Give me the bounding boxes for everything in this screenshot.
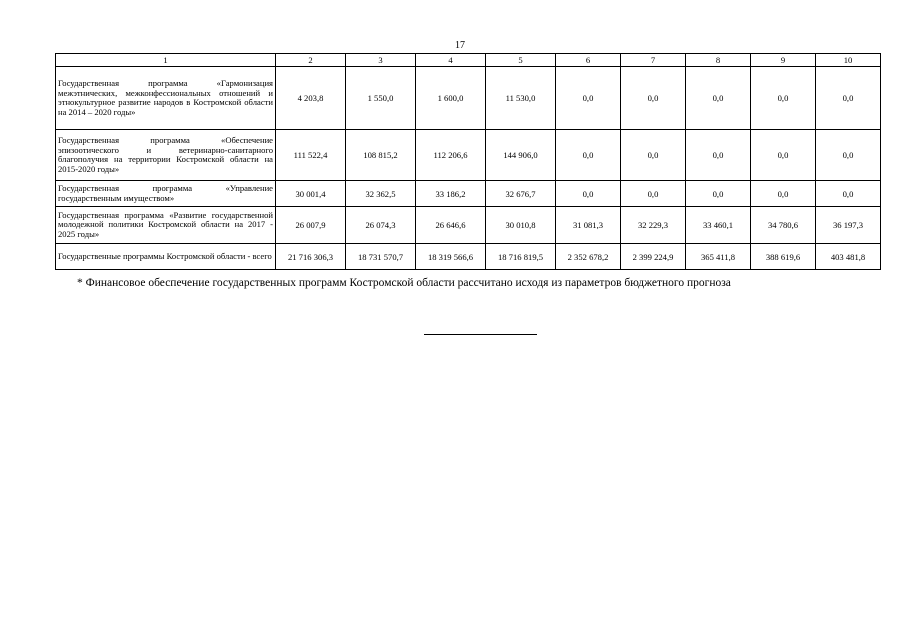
table-cell: 21 716 306,3 <box>276 244 346 270</box>
table-cell: 0,0 <box>751 67 816 130</box>
table-cell: 144 906,0 <box>486 130 556 181</box>
table-row-total <box>56 244 881 270</box>
table-cell: 0,0 <box>816 130 881 181</box>
column-header: 4 <box>416 54 486 67</box>
table-cell: 0,0 <box>751 130 816 181</box>
table-cell: 108 815,2 <box>346 130 416 181</box>
table-cell: 1 600,0 <box>416 67 486 130</box>
table-cell: 2 352 678,2 <box>556 244 621 270</box>
table-cell: 32 229,3 <box>621 207 686 244</box>
table-cell: 0,0 <box>816 181 881 207</box>
table-cell: 0,0 <box>621 130 686 181</box>
table-cell: 32 362,5 <box>346 181 416 207</box>
table-row <box>56 67 881 130</box>
column-header: 3 <box>346 54 416 67</box>
footnote: * Финансовое обеспечение государственных программ Костромской области рассчитано исходя из параметров бюджетного прогноза <box>77 277 731 289</box>
table-cell: 111 522,4 <box>276 130 346 181</box>
table-cell: 11 530,0 <box>486 67 556 130</box>
table-row <box>56 181 881 207</box>
table-cell: 18 716 819,5 <box>486 244 556 270</box>
table-cell: 32 676,7 <box>486 181 556 207</box>
column-header: 8 <box>686 54 751 67</box>
table-cell: 34 780,6 <box>751 207 816 244</box>
program-name: Государственная программа «Гармонизация межэтнических, межконфессиональных отношений и этнокультурное развитие народов в Костромской области на 2014 – 2020 годы» <box>56 67 276 130</box>
table-row <box>56 130 881 181</box>
column-header: 2 <box>276 54 346 67</box>
table-cell: 26 074,3 <box>346 207 416 244</box>
table-cell: 112 206,6 <box>416 130 486 181</box>
table-cell: 0,0 <box>556 67 621 130</box>
table-cell: 33 460,1 <box>686 207 751 244</box>
table-cell: 0,0 <box>686 181 751 207</box>
table-cell: 0,0 <box>621 67 686 130</box>
table-cell: 0,0 <box>751 181 816 207</box>
table-cell: 1 550,0 <box>346 67 416 130</box>
table-cell: 0,0 <box>556 130 621 181</box>
table-cell: 388 619,6 <box>751 244 816 270</box>
program-name: Государственная программа «Развитие государственной молодежной политики Костромской области на 2017 - 2025 годы» <box>56 207 276 244</box>
program-name: Государственная программа «Управление государственным имуществом» <box>56 181 276 207</box>
table-cell: 33 186,2 <box>416 181 486 207</box>
footnote-divider <box>424 334 537 335</box>
table-cell: 18 319 566,6 <box>416 244 486 270</box>
table-cell: 0,0 <box>621 181 686 207</box>
table-cell: 30 010,8 <box>486 207 556 244</box>
program-name: Государственные программы Костромской области - всего <box>56 244 276 270</box>
table-cell: 26 646,6 <box>416 207 486 244</box>
table-cell: 403 481,8 <box>816 244 881 270</box>
table-cell: 36 197,3 <box>816 207 881 244</box>
table-cell: 31 081,3 <box>556 207 621 244</box>
column-header: 9 <box>751 54 816 67</box>
program-name: Государственная программа «Обеспечение эпизоотического и ветеринарно-санитарного благополучия на территории Костромской области на 2015-2020 годы» <box>56 130 276 181</box>
column-header: 1 <box>56 54 276 67</box>
page-number: 17 <box>455 40 465 51</box>
table-header-row <box>56 54 881 67</box>
budget-table <box>55 53 881 270</box>
table-cell: 0,0 <box>816 67 881 130</box>
table-cell: 30 001,4 <box>276 181 346 207</box>
table-cell: 18 731 570,7 <box>346 244 416 270</box>
table-cell: 26 007,9 <box>276 207 346 244</box>
table-cell: 2 399 224,9 <box>621 244 686 270</box>
column-header: 10 <box>816 54 881 67</box>
table-cell: 0,0 <box>686 67 751 130</box>
table-cell: 365 411,8 <box>686 244 751 270</box>
table-cell: 0,0 <box>686 130 751 181</box>
column-header: 7 <box>621 54 686 67</box>
table-row <box>56 207 881 244</box>
column-header: 6 <box>556 54 621 67</box>
column-header: 5 <box>486 54 556 67</box>
table-cell: 0,0 <box>556 181 621 207</box>
table-cell: 4 203,8 <box>276 67 346 130</box>
